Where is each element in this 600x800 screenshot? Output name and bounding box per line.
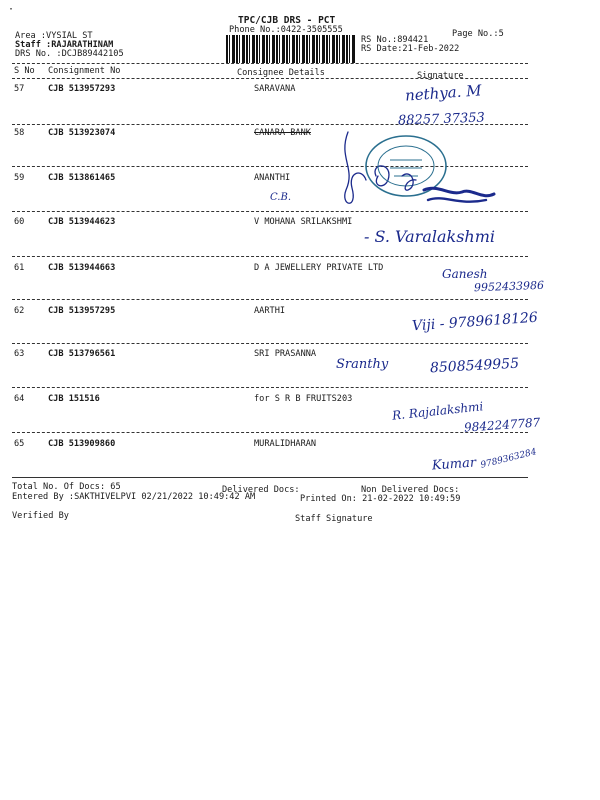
row-separator (12, 299, 528, 300)
staff-signature-label: Staff Signature (295, 514, 373, 524)
table-row (0, 217, 600, 257)
handwritten-signature: Ganesh (442, 267, 488, 281)
corner-mark: · (8, 4, 15, 15)
entered-by: Entered By :SAKTHIVELPVI 02/21/2022 10:49:42 AM (12, 492, 256, 502)
row-consignment: CJB 513944663 (48, 263, 116, 273)
header-rule-top (12, 63, 528, 64)
column-header-sno: S No (14, 66, 35, 76)
handwritten-signature: Sranthy (336, 357, 389, 372)
row-sno: 62 (14, 306, 25, 316)
row-consignment: CJB 513923074 (48, 128, 116, 138)
row-separator (12, 387, 528, 388)
row-separator (12, 256, 528, 257)
document-title: TPC/CJB DRS - PCT (238, 15, 336, 26)
row-sno: 60 (14, 217, 25, 227)
column-header-consignee: Consignee Details (237, 68, 325, 78)
row-sno: 58 (14, 128, 25, 138)
row-consignee: ANANTHI (254, 173, 291, 183)
row-sno: 63 (14, 349, 25, 359)
table-bottom-rule (12, 477, 528, 478)
row-consignee: AARTHI (254, 306, 286, 316)
printed-on: Printed On: 21-02-2022 10:49:59 (300, 494, 461, 504)
row-consignment: CJB 513957295 (48, 306, 116, 316)
row-sno: 64 (14, 394, 25, 404)
non-delivered-docs: Non Delivered Docs: (361, 485, 460, 495)
handwritten-phone: 9842247787 (463, 415, 541, 435)
row-consignment: CJB 513796561 (48, 349, 116, 359)
page-number: Page No.:5 (452, 29, 504, 39)
table-row (0, 84, 600, 124)
drs-number: DRS No. :DCJB89442105 (15, 49, 124, 59)
row-consignee: SARAVANA (254, 84, 296, 94)
rs-date: RS Date:21-Feb-2022 (361, 44, 460, 54)
staff-field: Staff :RAJARATHINAM (15, 40, 114, 50)
phone-number: Phone No.:0422-3505555 (229, 25, 343, 35)
row-consignment: CJB 513861465 (48, 173, 116, 183)
total-docs: Total No. Of Docs: 65 (12, 482, 121, 492)
area-field: Area :VYSIAL ST (15, 31, 93, 41)
row-consignment: CJB 151516 (48, 394, 100, 404)
handwritten-phone: 88257 37353 (397, 110, 486, 129)
handwritten-signature: - S. Varalakshmi (364, 227, 496, 246)
row-consignment: CJB 513944623 (48, 217, 116, 227)
handwritten-initials: C.B. (270, 192, 292, 203)
column-header-consignment: Consignment No (48, 66, 121, 76)
handwritten-scribble-icon (398, 166, 498, 212)
row-consignee: CANARA BANK (254, 128, 311, 138)
row-sno: 65 (14, 439, 25, 449)
row-consignee: for S R B FRUITS203 (254, 394, 353, 404)
row-consignee: D A JEWELLERY PRIVATE LTD (254, 263, 384, 273)
column-header-signature: Signature (417, 71, 464, 81)
handwritten-signature: Kumar (431, 455, 477, 474)
handwritten-phone: 9789363284 (479, 447, 538, 471)
row-consignee: MURALIDHARAN (254, 439, 317, 449)
handwritten-signature: nethya. M (404, 81, 483, 105)
table-row (0, 173, 600, 213)
handwritten-signature: R. Rajalakshmi (391, 399, 484, 423)
verified-by-label: Verified By (12, 511, 69, 521)
delivered-docs: Delivered Docs: (222, 485, 300, 495)
row-consignee: V MOHANA SRILAKSHMI (254, 217, 353, 227)
rs-number: RS No.:894421 (361, 35, 429, 45)
table-row (0, 128, 600, 168)
row-consignment: CJB 513957293 (48, 84, 116, 94)
header-rule-bottom (12, 78, 528, 79)
handwritten-signature: Viji - 9789618126 (411, 309, 539, 335)
row-sno: 57 (14, 84, 25, 94)
row-consignee: SRI PRASANNA (254, 349, 317, 359)
row-sno: 61 (14, 263, 25, 273)
barcode-icon (226, 35, 356, 63)
row-consignment: CJB 513909860 (48, 439, 116, 449)
row-sno: 59 (14, 173, 25, 183)
handwritten-phone: 8508549955 (429, 355, 520, 377)
row-separator (12, 343, 528, 344)
row-separator (12, 432, 528, 433)
handwritten-phone: 9952433986 (473, 278, 545, 295)
